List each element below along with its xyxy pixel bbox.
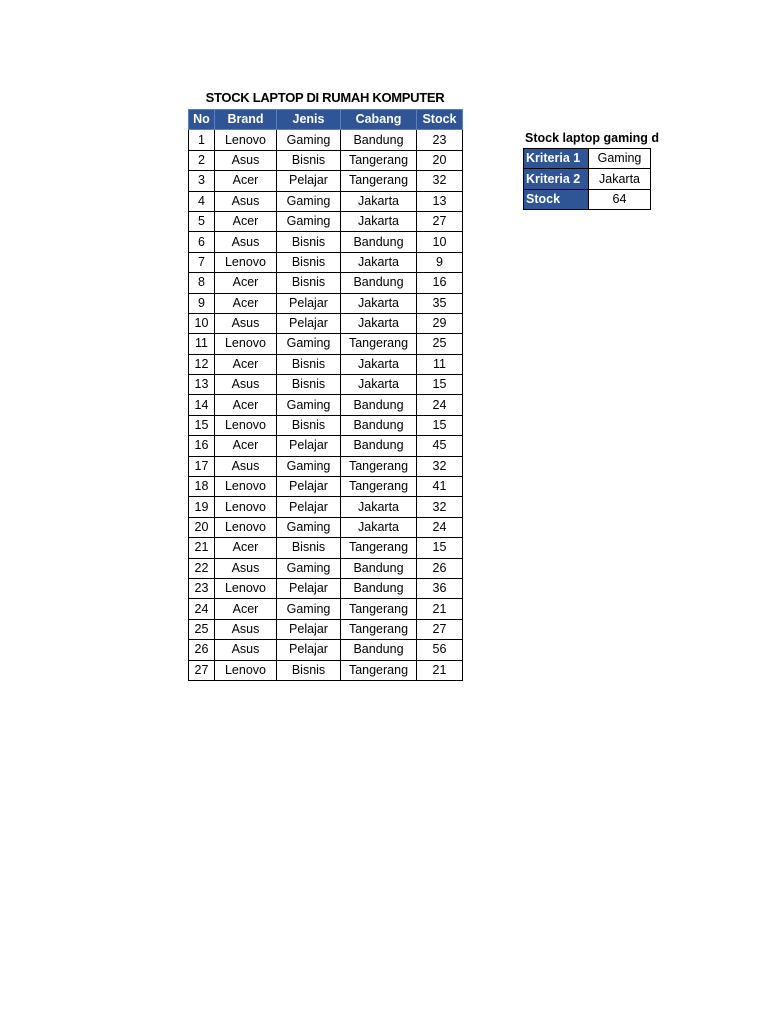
- cell-jenis[interactable]: Gaming: [277, 599, 341, 619]
- cell-stock[interactable]: 20: [417, 150, 463, 170]
- cell-no[interactable]: 9: [189, 293, 215, 313]
- cell-no[interactable]: 19: [189, 497, 215, 517]
- cell-jenis[interactable]: Gaming: [277, 395, 341, 415]
- page-title: STOCK LAPTOP DI RUMAH KOMPUTER: [205, 90, 445, 105]
- cell-no[interactable]: 11: [189, 334, 215, 354]
- cell-stock[interactable]: 11: [417, 354, 463, 374]
- cell-no[interactable]: 6: [189, 232, 215, 252]
- cell-jenis[interactable]: Bisnis: [277, 150, 341, 170]
- cell-stock[interactable]: 27: [417, 619, 463, 639]
- cell-cabang[interactable]: Tangerang: [341, 334, 417, 354]
- summary-value[interactable]: 64: [589, 189, 651, 209]
- cell-cabang[interactable]: Jakarta: [341, 211, 417, 231]
- cell-brand[interactable]: Lenovo: [215, 252, 277, 272]
- cell-brand[interactable]: Acer: [215, 599, 277, 619]
- cell-cabang[interactable]: Bandung: [341, 232, 417, 252]
- cell-stock[interactable]: 32: [417, 456, 463, 476]
- summary-value[interactable]: Gaming: [589, 149, 651, 169]
- table-row: [189, 456, 463, 476]
- table-row: [189, 130, 463, 150]
- cell-brand[interactable]: Acer: [215, 293, 277, 313]
- cell-no[interactable]: 12: [189, 354, 215, 374]
- table-row: [189, 313, 463, 333]
- cell-brand[interactable]: Lenovo: [215, 334, 277, 354]
- cell-no[interactable]: 22: [189, 558, 215, 578]
- table-row: [189, 211, 463, 231]
- cell-cabang[interactable]: Bandung: [341, 558, 417, 578]
- cell-jenis[interactable]: Pelajar: [277, 293, 341, 313]
- cell-brand[interactable]: Acer: [215, 354, 277, 374]
- cell-brand[interactable]: Lenovo: [215, 660, 277, 680]
- cell-stock[interactable]: 10: [417, 232, 463, 252]
- cell-stock[interactable]: 15: [417, 538, 463, 558]
- cell-no[interactable]: 26: [189, 640, 215, 660]
- cell-jenis[interactable]: Bisnis: [277, 415, 341, 435]
- summary-label[interactable]: Stock: [524, 189, 589, 209]
- cell-no[interactable]: 5: [189, 211, 215, 231]
- header-jenis[interactable]: Jenis: [277, 110, 341, 130]
- cell-brand[interactable]: Acer: [215, 538, 277, 558]
- table-row: [189, 619, 463, 639]
- cell-jenis[interactable]: Pelajar: [277, 497, 341, 517]
- cell-no[interactable]: 27: [189, 660, 215, 680]
- cell-jenis[interactable]: Bisnis: [277, 273, 341, 293]
- cell-cabang[interactable]: Bandung: [341, 436, 417, 456]
- table-row: [189, 395, 463, 415]
- cell-cabang[interactable]: Tangerang: [341, 150, 417, 170]
- cell-cabang[interactable]: Jakarta: [341, 252, 417, 272]
- cell-stock[interactable]: 29: [417, 313, 463, 333]
- cell-stock[interactable]: 9: [417, 252, 463, 272]
- cell-brand[interactable]: Lenovo: [215, 578, 277, 598]
- cell-cabang[interactable]: Tangerang: [341, 456, 417, 476]
- summary-label[interactable]: Kriteria 1: [524, 149, 589, 169]
- table-row: [189, 538, 463, 558]
- table-row: [189, 436, 463, 456]
- cell-no[interactable]: 8: [189, 273, 215, 293]
- table-row: [189, 273, 463, 293]
- cell-stock[interactable]: 27: [417, 211, 463, 231]
- cell-brand[interactable]: Asus: [215, 313, 277, 333]
- summary-value[interactable]: Jakarta: [589, 169, 651, 189]
- cell-no[interactable]: 14: [189, 395, 215, 415]
- summary-title: Stock laptop gaming d: [525, 131, 660, 145]
- cell-brand[interactable]: Lenovo: [215, 497, 277, 517]
- cell-no[interactable]: 7: [189, 252, 215, 272]
- cell-stock[interactable]: 16: [417, 273, 463, 293]
- stock-table: [188, 109, 463, 681]
- cell-stock[interactable]: 35: [417, 293, 463, 313]
- cell-stock[interactable]: 15: [417, 415, 463, 435]
- summary-row-stock: [524, 189, 651, 209]
- cell-cabang[interactable]: Jakarta: [341, 313, 417, 333]
- table-row: [189, 660, 463, 680]
- cell-no[interactable]: 2: [189, 150, 215, 170]
- summary-table: [523, 148, 651, 210]
- table-row: [189, 375, 463, 395]
- cell-stock[interactable]: 15: [417, 375, 463, 395]
- cell-brand[interactable]: Asus: [215, 619, 277, 639]
- header-stock[interactable]: Stock: [417, 110, 463, 130]
- cell-cabang[interactable]: Jakarta: [341, 354, 417, 374]
- cell-jenis[interactable]: Pelajar: [277, 436, 341, 456]
- cell-no[interactable]: 21: [189, 538, 215, 558]
- cell-jenis[interactable]: Bisnis: [277, 232, 341, 252]
- header-cabang[interactable]: Cabang: [341, 110, 417, 130]
- table-row: [189, 232, 463, 252]
- cell-cabang[interactable]: Tangerang: [341, 619, 417, 639]
- cell-jenis[interactable]: Bisnis: [277, 252, 341, 272]
- cell-jenis[interactable]: Gaming: [277, 334, 341, 354]
- cell-cabang[interactable]: Jakarta: [341, 191, 417, 211]
- cell-brand[interactable]: Asus: [215, 232, 277, 252]
- cell-brand[interactable]: Asus: [215, 191, 277, 211]
- cell-stock[interactable]: 32: [417, 171, 463, 191]
- cell-jenis[interactable]: Pelajar: [277, 313, 341, 333]
- cell-jenis[interactable]: Bisnis: [277, 538, 341, 558]
- cell-stock[interactable]: 23: [417, 130, 463, 150]
- table-row: [189, 334, 463, 354]
- cell-no[interactable]: 25: [189, 619, 215, 639]
- cell-brand[interactable]: Acer: [215, 273, 277, 293]
- table-row: [189, 293, 463, 313]
- cell-cabang[interactable]: Tangerang: [341, 171, 417, 191]
- cell-cabang[interactable]: Tangerang: [341, 538, 417, 558]
- cell-brand[interactable]: Lenovo: [215, 130, 277, 150]
- cell-jenis[interactable]: Gaming: [277, 211, 341, 231]
- cell-stock[interactable]: 24: [417, 395, 463, 415]
- table-row: [189, 558, 463, 578]
- cell-jenis[interactable]: Gaming: [277, 191, 341, 211]
- cell-no[interactable]: 18: [189, 477, 215, 497]
- table-header-row: [189, 110, 463, 130]
- cell-cabang[interactable]: Bandung: [341, 130, 417, 150]
- summary-label[interactable]: Kriteria 2: [524, 169, 589, 189]
- cell-cabang[interactable]: Tangerang: [341, 599, 417, 619]
- cell-jenis[interactable]: Pelajar: [277, 477, 341, 497]
- cell-no[interactable]: 24: [189, 599, 215, 619]
- summary-row-kriteria-1: [524, 149, 651, 169]
- cell-stock[interactable]: 26: [417, 558, 463, 578]
- cell-cabang[interactable]: Jakarta: [341, 517, 417, 537]
- cell-brand[interactable]: Acer: [215, 211, 277, 231]
- table-row: [189, 171, 463, 191]
- cell-cabang[interactable]: Jakarta: [341, 375, 417, 395]
- table-row: [189, 578, 463, 598]
- cell-cabang[interactable]: Tangerang: [341, 660, 417, 680]
- cell-cabang[interactable]: Jakarta: [341, 293, 417, 313]
- cell-jenis[interactable]: Pelajar: [277, 578, 341, 598]
- cell-cabang[interactable]: Bandung: [341, 395, 417, 415]
- cell-brand[interactable]: Asus: [215, 375, 277, 395]
- table-row: [189, 640, 463, 660]
- cell-brand[interactable]: Acer: [215, 436, 277, 456]
- cell-stock[interactable]: 56: [417, 640, 463, 660]
- cell-brand[interactable]: Acer: [215, 171, 277, 191]
- table-row: [189, 252, 463, 272]
- cell-stock[interactable]: 36: [417, 578, 463, 598]
- cell-brand[interactable]: Acer: [215, 395, 277, 415]
- cell-brand[interactable]: Lenovo: [215, 477, 277, 497]
- cell-jenis[interactable]: Gaming: [277, 130, 341, 150]
- cell-no[interactable]: 10: [189, 313, 215, 333]
- table-row: [189, 497, 463, 517]
- table-row: [189, 415, 463, 435]
- cell-stock[interactable]: 21: [417, 599, 463, 619]
- cell-jenis[interactable]: Bisnis: [277, 660, 341, 680]
- cell-brand[interactable]: Asus: [215, 640, 277, 660]
- table-row: [189, 517, 463, 537]
- table-row: [189, 477, 463, 497]
- cell-cabang[interactable]: Bandung: [341, 415, 417, 435]
- cell-brand[interactable]: Lenovo: [215, 415, 277, 435]
- cell-no[interactable]: 16: [189, 436, 215, 456]
- cell-cabang[interactable]: Bandung: [341, 578, 417, 598]
- cell-no[interactable]: 23: [189, 578, 215, 598]
- cell-jenis[interactable]: Pelajar: [277, 171, 341, 191]
- cell-stock[interactable]: 24: [417, 517, 463, 537]
- cell-stock[interactable]: 21: [417, 660, 463, 680]
- cell-no[interactable]: 15: [189, 415, 215, 435]
- cell-cabang[interactable]: Bandung: [341, 273, 417, 293]
- cell-jenis[interactable]: Gaming: [277, 517, 341, 537]
- header-no[interactable]: No: [189, 110, 215, 130]
- cell-jenis[interactable]: Gaming: [277, 558, 341, 578]
- table-row: [189, 354, 463, 374]
- cell-stock[interactable]: 25: [417, 334, 463, 354]
- cell-brand[interactable]: Lenovo: [215, 517, 277, 537]
- header-brand[interactable]: Brand: [215, 110, 277, 130]
- cell-jenis[interactable]: Pelajar: [277, 619, 341, 639]
- cell-brand[interactable]: Asus: [215, 456, 277, 476]
- table-row: [189, 191, 463, 211]
- table-row: [189, 150, 463, 170]
- cell-stock[interactable]: 41: [417, 477, 463, 497]
- cell-no[interactable]: 17: [189, 456, 215, 476]
- summary-row-kriteria-2: [524, 169, 651, 189]
- cell-jenis[interactable]: Gaming: [277, 456, 341, 476]
- cell-jenis[interactable]: Bisnis: [277, 375, 341, 395]
- table-row: [189, 599, 463, 619]
- cell-brand[interactable]: Asus: [215, 558, 277, 578]
- cell-stock[interactable]: 45: [417, 436, 463, 456]
- cell-stock[interactable]: 32: [417, 497, 463, 517]
- cell-cabang[interactable]: Tangerang: [341, 477, 417, 497]
- cell-cabang[interactable]: Jakarta: [341, 497, 417, 517]
- cell-no[interactable]: 4: [189, 191, 215, 211]
- cell-no[interactable]: 13: [189, 375, 215, 395]
- table-body: [189, 130, 463, 681]
- cell-jenis[interactable]: Bisnis: [277, 354, 341, 374]
- cell-cabang[interactable]: Bandung: [341, 640, 417, 660]
- cell-jenis[interactable]: Pelajar: [277, 640, 341, 660]
- cell-no[interactable]: 1: [189, 130, 215, 150]
- cell-no[interactable]: 3: [189, 171, 215, 191]
- cell-stock[interactable]: 13: [417, 191, 463, 211]
- cell-brand[interactable]: Asus: [215, 150, 277, 170]
- cell-no[interactable]: 20: [189, 517, 215, 537]
